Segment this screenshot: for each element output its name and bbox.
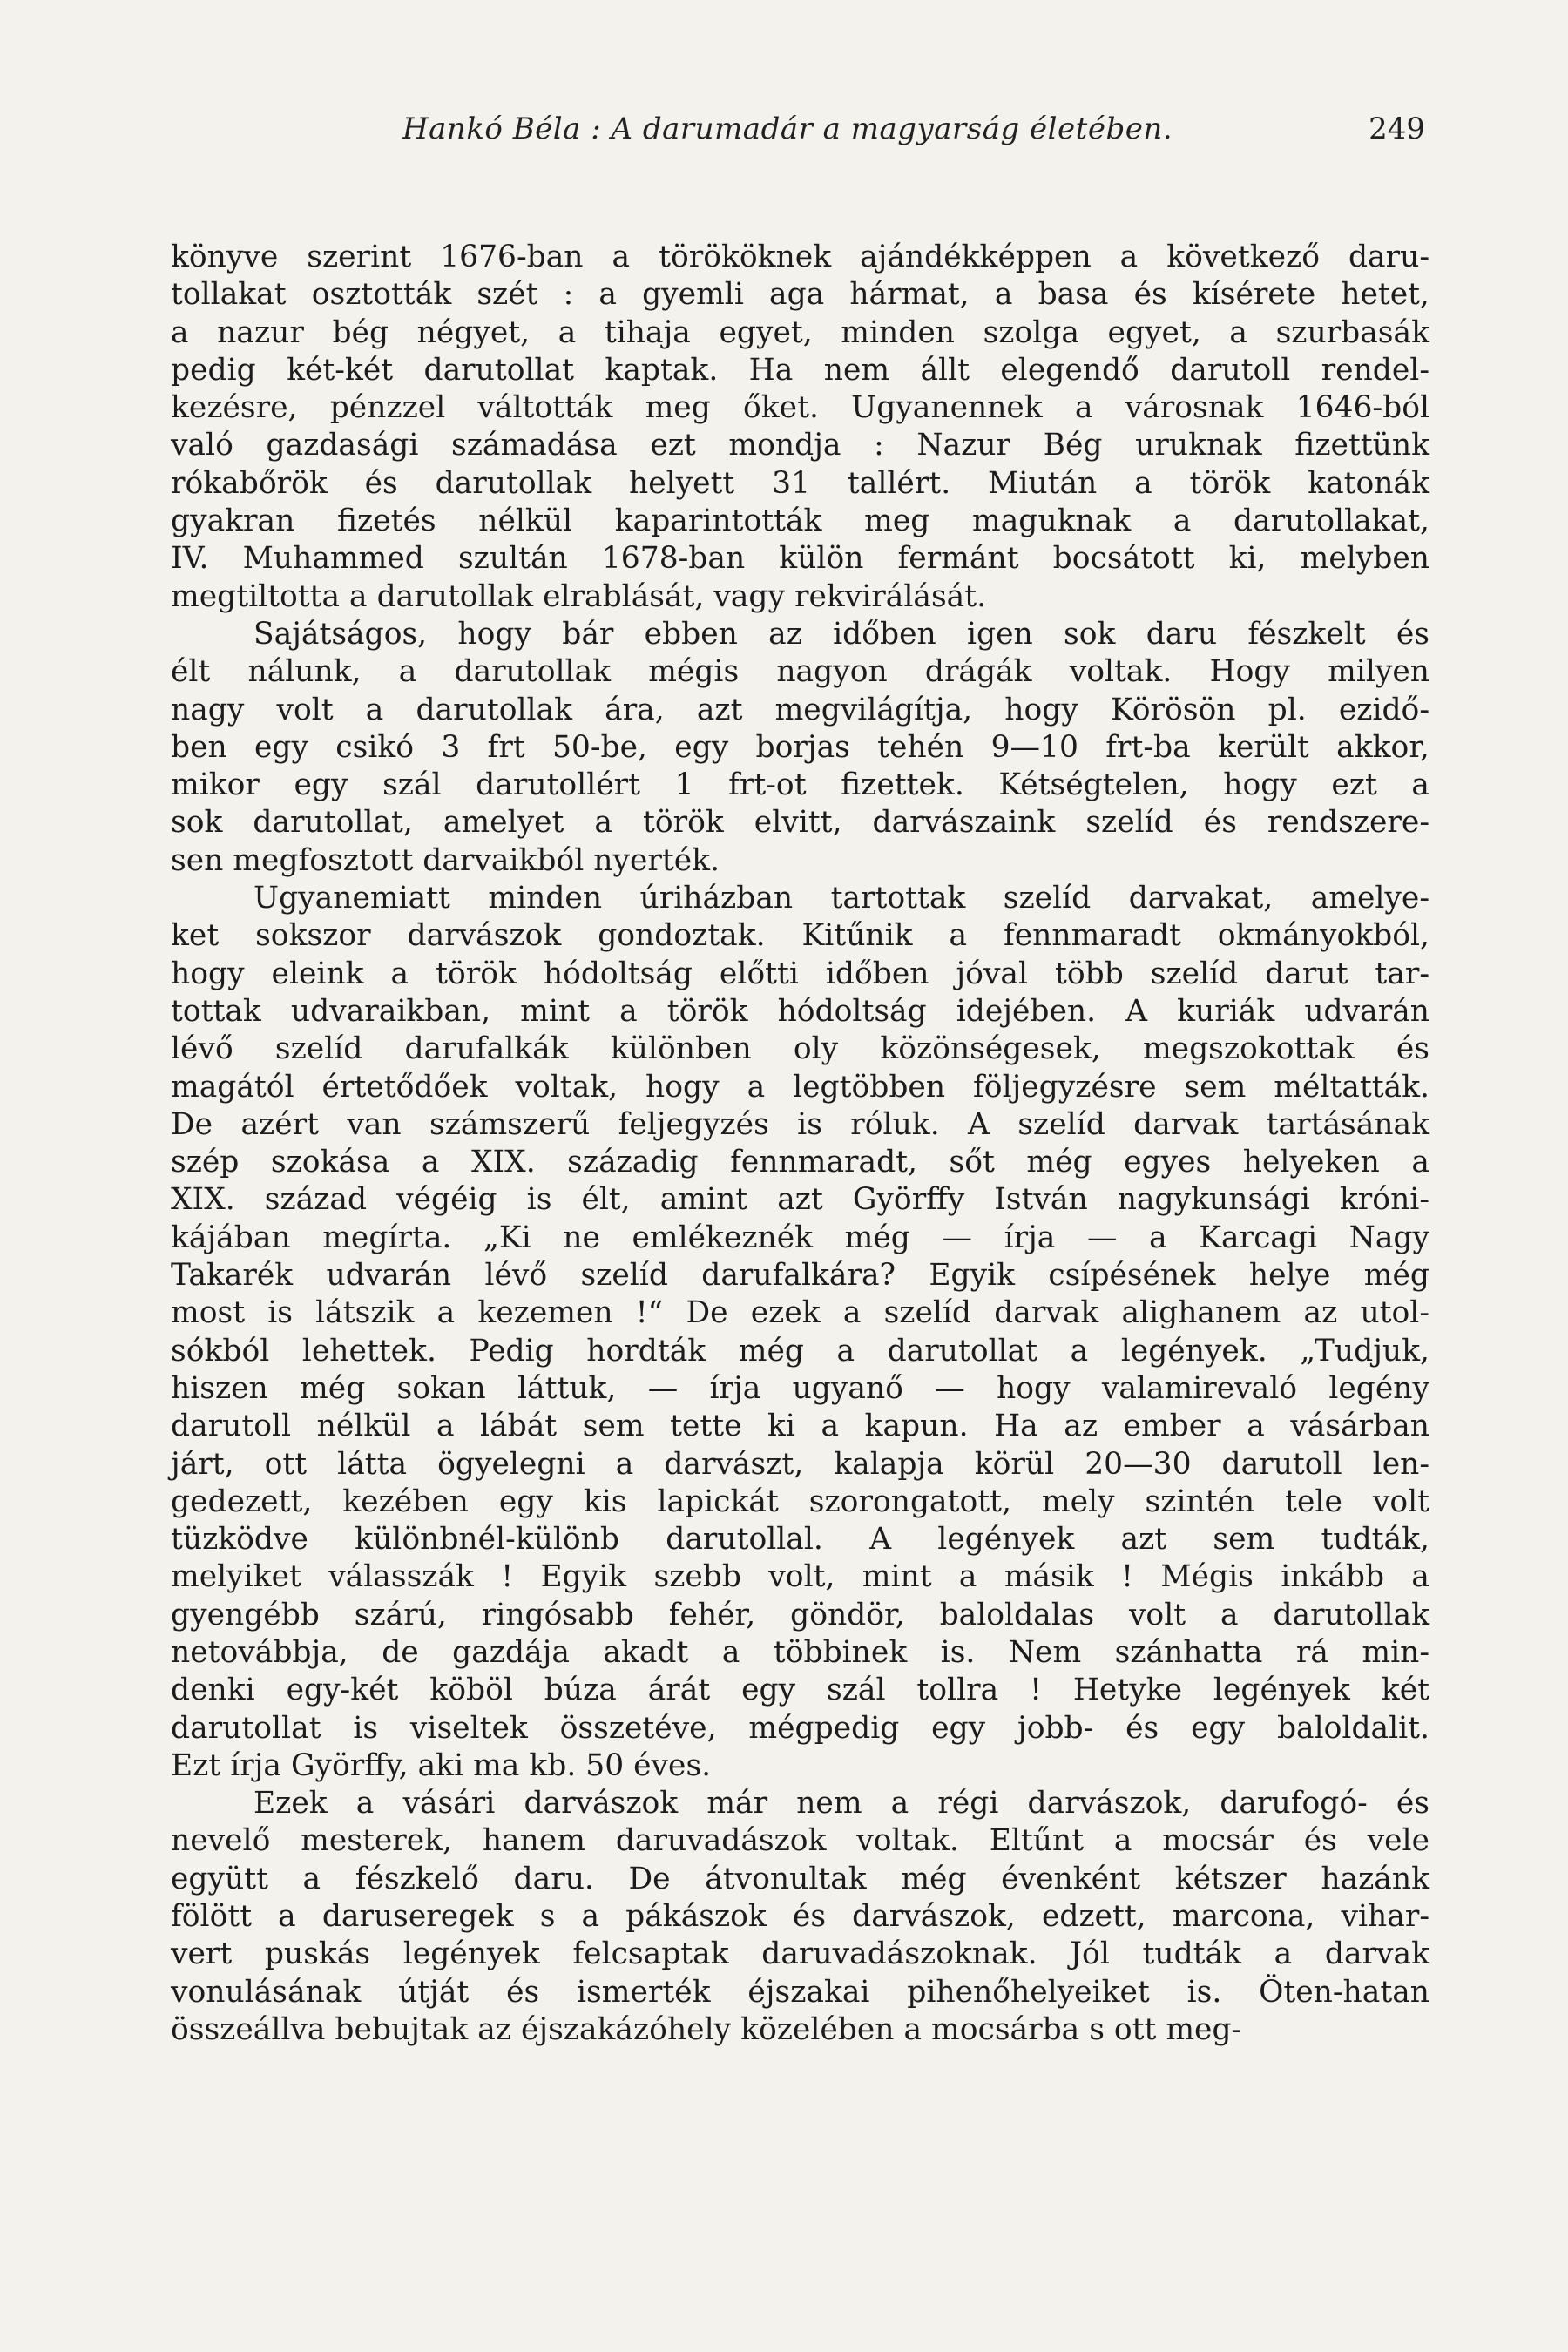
text-line: denki egy-két köböl búza árát egy szál tollra ! Hetyke legények két <box>171 1673 1429 1708</box>
text-line: most is látszik a kezemen !“ De ezek a szelíd darvak alighanem az utol- <box>171 1295 1429 1331</box>
text-line: darutollat is viseltek összetéve, mégpedig egy jobb- és egy baloldalit. <box>171 1710 1429 1746</box>
text-line: Sajátságos, hogy bár ebben az időben igen sok daru fészkelt és <box>253 616 1429 652</box>
text-line: élt nálunk, a darutollak mégis nagyon drágák voltak. Hogy milyen <box>171 654 1429 690</box>
text-line: gyengébb szárú, ringósabb fehér, göndör, baloldalas volt a darutollak <box>171 1597 1429 1632</box>
text-line: Ezek a vásári darvászok már nem a régi darvászok, darufogó- és <box>253 1786 1429 1821</box>
text-line: kezésre, pénzzel váltották meg őket. Ugyanennek a városnak 1646-ból <box>171 390 1429 426</box>
text-line: XIX. század végéig is élt, amint azt Györffy István nagykunsági króni- <box>171 1182 1429 1218</box>
paragraph <box>171 880 1429 1785</box>
text-line: lévő szelíd darufalkák különben oly közönségesek, megszokottak és <box>171 1031 1429 1067</box>
text-line: hiszen még sokan láttuk, — írja ugyanő — hogy valamirevaló legény <box>171 1370 1429 1406</box>
text-line: könyve szerint 1676-ban a törököknek ajándékképpen a következő daru- <box>171 240 1429 274</box>
text-line: ben egy csikó 3 frt 50-be, egy borjas tehén 9—10 frt-ba került akkor, <box>171 729 1429 765</box>
text-line: sen megfosztott darvaikból nyerték. <box>171 842 720 878</box>
running-title: Hankó Béla : A darumadár a magyarság életében. <box>402 112 1173 146</box>
text-line: vert puskás legények felcsaptak daruvadászoknak. Jól tudták a darvak <box>171 1936 1429 1972</box>
text-line: tollakat osztották szét : a gyemli aga hármat, a basa és kísérete hetet, <box>171 277 1429 313</box>
text-line: tottak udvaraikban, mint a török hódoltság idejében. A kuriák udvarán <box>171 993 1429 1029</box>
paragraph <box>171 1785 1429 2049</box>
text-line: gedezett, kezében egy kis lapickát szorongatott, mely szintén tele volt <box>171 1484 1429 1519</box>
running-head <box>171 112 1425 164</box>
text-line: járt, ott látta ögyelegni a darvászt, kalapja körül 20—30 darutoll len- <box>171 1446 1429 1482</box>
text-line: pedig két-két darutollat kaptak. Ha nem állt elegendő darutoll rendel- <box>171 352 1429 388</box>
page-number: 249 <box>1369 112 1425 146</box>
text-line: szép szokása a XIX. századig fennmaradt, sőt még egyes helyeken a <box>171 1145 1429 1180</box>
text-line: sok darutollat, amelyet a török elvitt, darvászaink szelíd és rendszere- <box>171 805 1429 841</box>
text-line: kájában megírta. „Ki ne emlékeznék még — írja — a Karcagi Nagy <box>171 1220 1429 1255</box>
text-line: való gazdasági számadása ezt mondja : Nazur Bég uruknak fizettünk <box>171 428 1429 463</box>
text-line: magától értetődőek voltak, hogy a legtöbben följegyzésre sem méltatták. <box>171 1069 1429 1105</box>
text-line: Ugyanemiatt minden úriházban tartottak szelíd darvakat, amelye- <box>253 881 1429 916</box>
text-line: netovábbja, de gazdája akadt a többinek is. Nem szánhatta rá min- <box>171 1634 1429 1670</box>
text-line: együtt a fészkelő daru. De átvonultak még évenként kétszer hazánk <box>171 1861 1429 1896</box>
text-line: darutoll nélkül a lábát sem tette ki a kapun. Ha az ember a vásárban <box>171 1409 1429 1444</box>
text-line: rókabőrök és darutollak helyett 31 tallért. Miután a török katonák <box>171 465 1429 501</box>
text-line: a nazur bég négyet, a tihaja egyet, minden szolga egyet, a szurbasák <box>171 314 1429 350</box>
paragraph <box>171 616 1429 880</box>
text-line: sókból lehettek. Pedig hordták még a darutollat a legények. „Tudjuk, <box>171 1333 1429 1369</box>
text-line: összeállva bebujtak az éjszakázóhely közelében a mocsárba s ott meg- <box>171 2011 1242 2047</box>
text-line: ket sokszor darvászok gondoztak. Kitűnik a fennmaradt okmányokból, <box>171 918 1429 954</box>
text-line: De azért van számszerű feljegyzés is róluk. A szelíd darvak tartásának <box>171 1106 1429 1142</box>
body-text <box>171 239 1429 2049</box>
text-line: mikor egy szál darutollért 1 frt-ot fizettek. Kétségtelen, hogy ezt a <box>171 767 1429 803</box>
text-line: nagy volt a darutollak ára, azt megvilágítja, hogy Körösön pl. ezidő- <box>171 692 1429 727</box>
text-line: hogy eleink a török hódoltság előtti időben jóval több szelíd darut tar- <box>171 956 1429 991</box>
paragraph <box>171 239 1429 616</box>
text-line: IV. Muhammed szultán 1678-ban külön fermánt bocsátott ki, melyben <box>171 541 1429 577</box>
text-line: Ezt írja Györffy, aki ma kb. 50 éves. <box>171 1747 712 1783</box>
text-line: megtiltotta a darutollak elrablását, vagy rekvirálását. <box>171 578 987 614</box>
text-line: tüzködve különbnél-különb darutollal. A legények azt sem tudták, <box>171 1522 1429 1558</box>
text-line: Takarék udvarán lévő szelíd darufalkára? Egyik csípésének helye még <box>171 1258 1429 1294</box>
text-line: nevelő mesterek, hanem daruvadászok voltak. Eltűnt a mocsár és vele <box>171 1823 1429 1859</box>
text-line: melyiket válasszák ! Egyik szebb volt, mint a másik ! Mégis inkább a <box>171 1559 1429 1595</box>
text-line: fölött a daruseregek s a pákászok és darvászok, edzett, marcona, vihar- <box>171 1899 1429 1935</box>
text-line: gyakran fizetés nélkül kaparintották meg maguknak a darutollakat, <box>171 504 1429 539</box>
text-line: vonulásának útját és ismerték éjszakai pihenőhelyeiket is. Öten-hatan <box>171 1974 1429 2010</box>
